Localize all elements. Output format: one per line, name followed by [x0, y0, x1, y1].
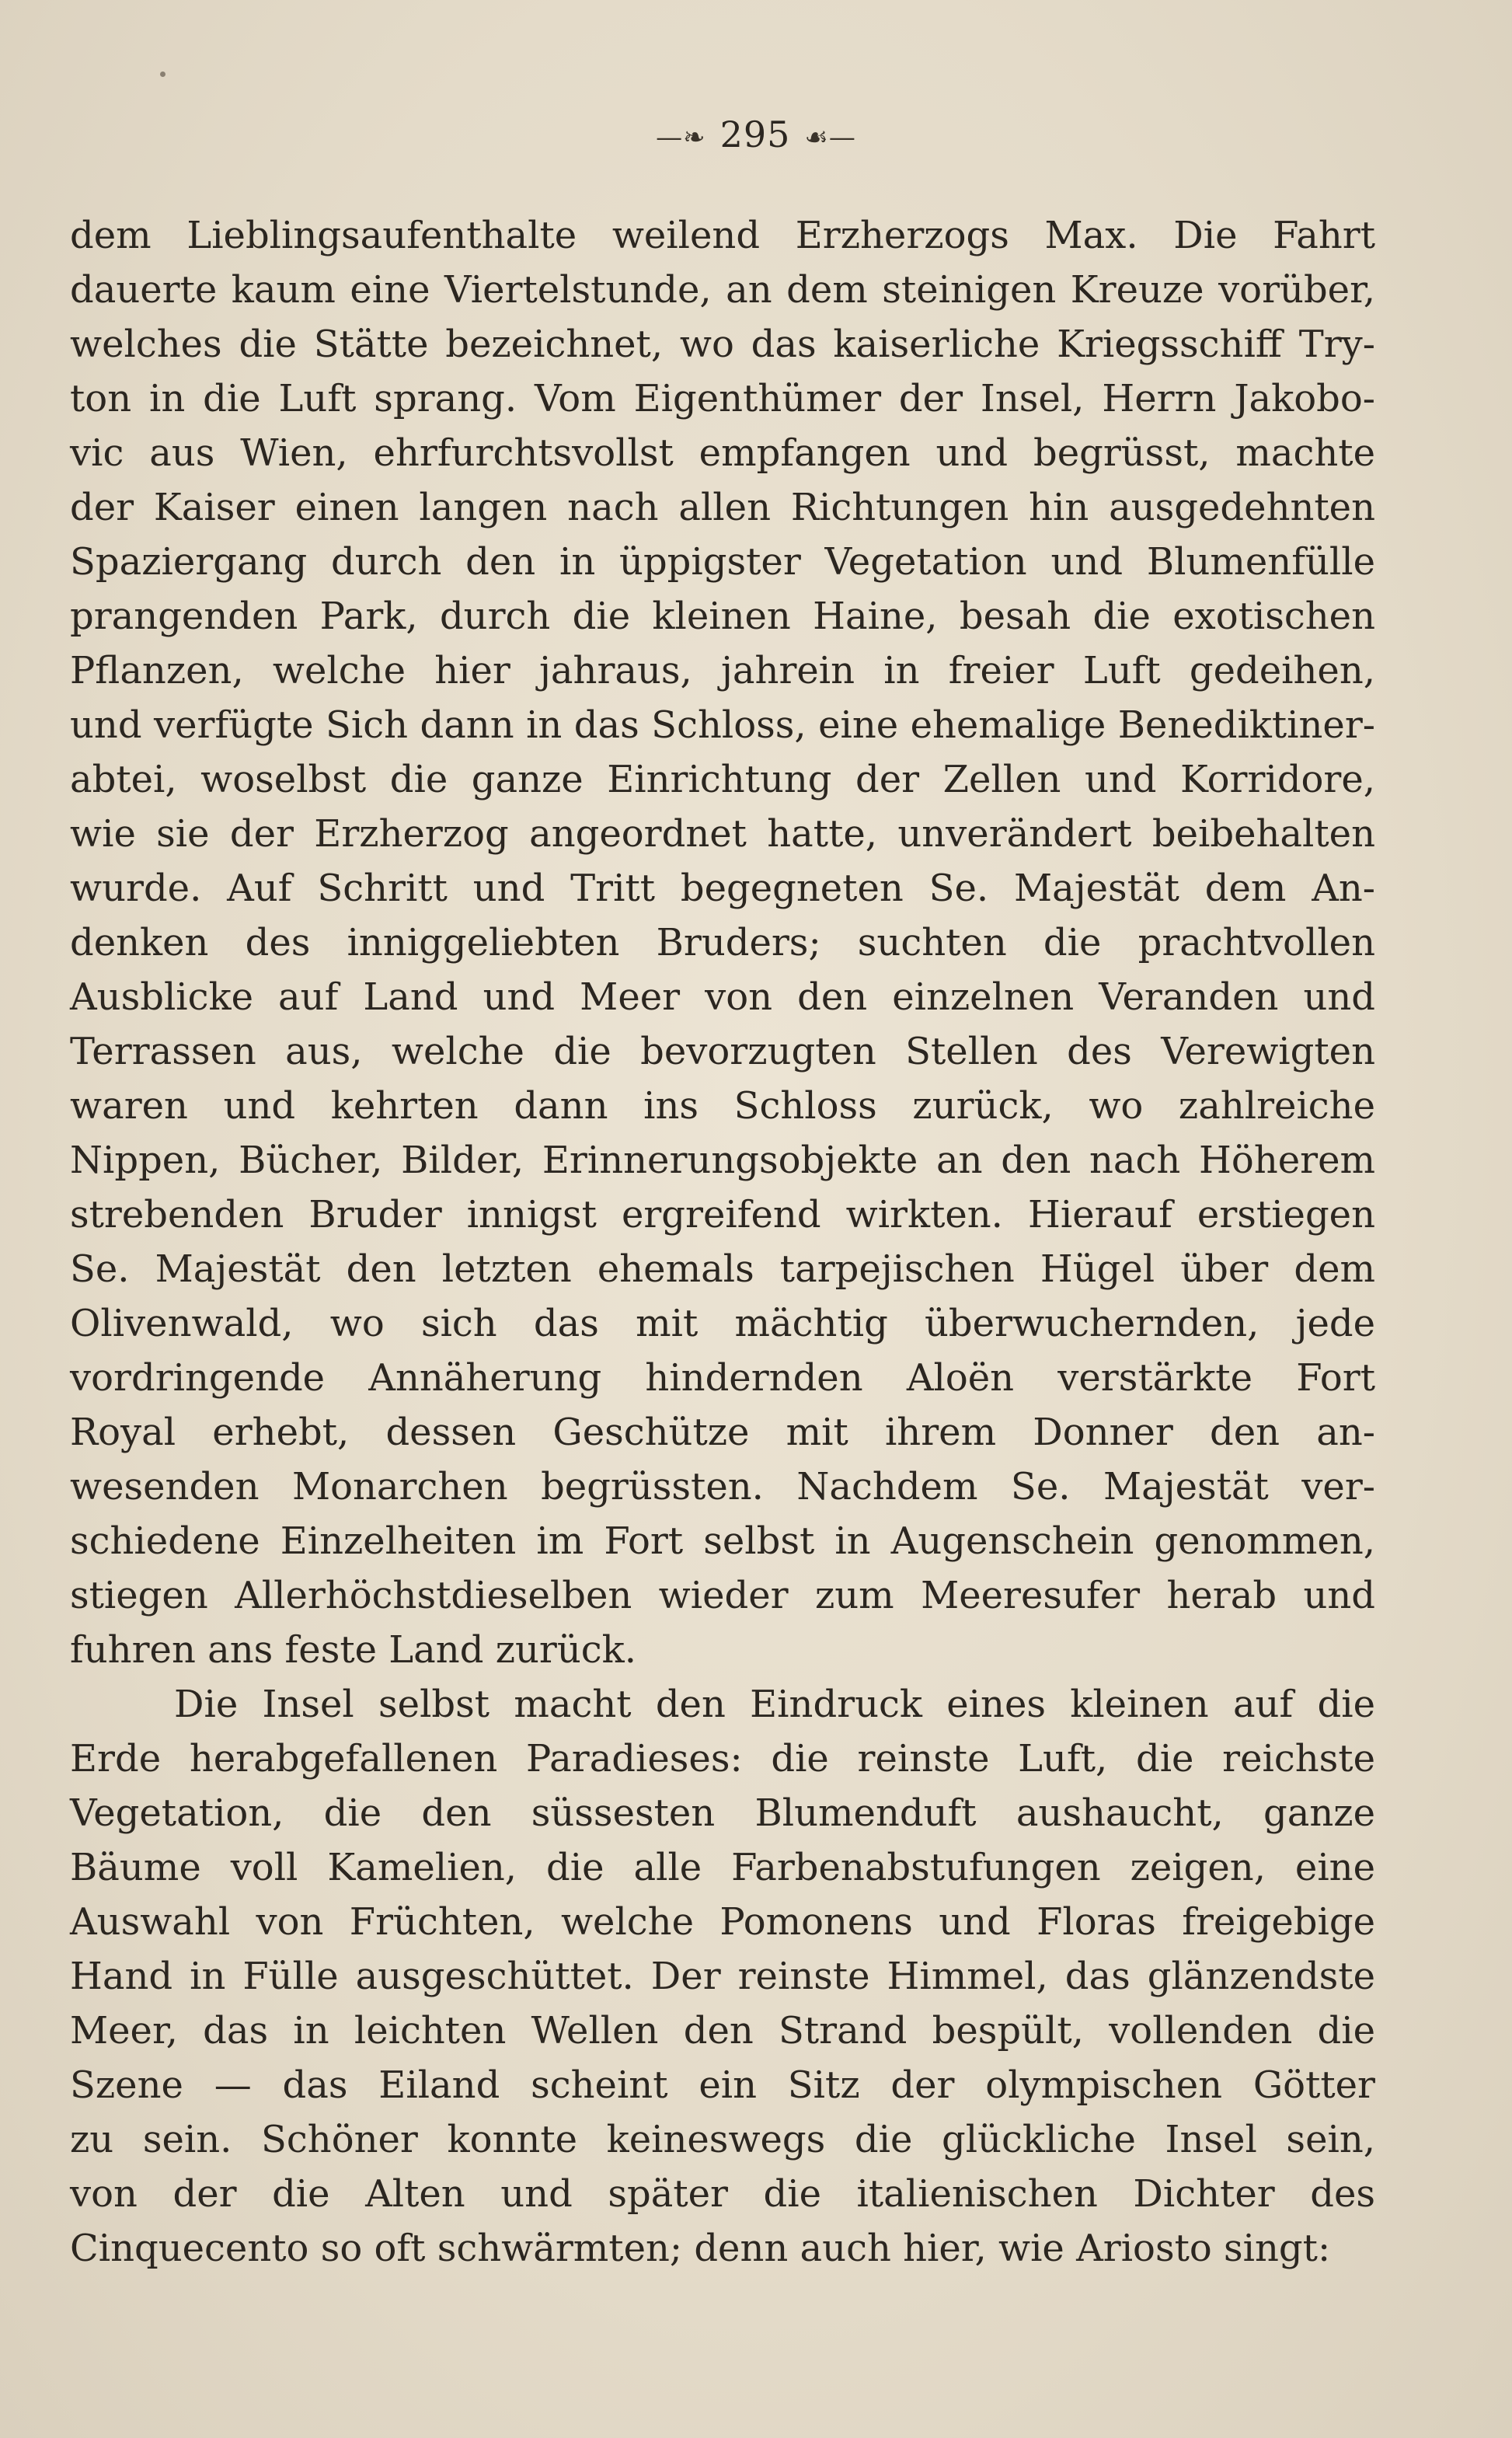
text-line: und verfügte Sich dann in das Schloss, eine ehemalige Benediktiner-: [70, 703, 1375, 747]
page-header: [0, 107, 1512, 165]
text-line: Se. Majestät den letzten ehemals tarpejischen Hügel über dem: [70, 1247, 1375, 1291]
text-line: ton in die Luft sprang. Vom Eigenthümer der Insel, Herrn Jakobo-: [70, 377, 1375, 420]
text-line: Meer, das in leichten Wellen den Strand bespült, vollenden die: [70, 2009, 1375, 2053]
right-ornament: ☙—: [804, 122, 856, 153]
text-line: Hand in Fülle ausgeschüttet. Der reinste Himmel, das glänzendste: [70, 1955, 1375, 1998]
text-line: strebenden Bruder innigst ergreifend wirkten. Hierauf erstiegen: [70, 1193, 1375, 1236]
text-line: Terrassen aus, welche die bevorzugten Stellen des Verewigten: [70, 1030, 1375, 1073]
text-line: vic aus Wien, ehrfurchtsvollst empfangen und begrüsst, machte: [70, 431, 1375, 475]
text-line: Nippen, Bücher, Bilder, Erinnerungsobjekte an den nach Höherem: [70, 1139, 1375, 1182]
text-line: Szene — das Eiland scheint ein Sitz der olympischen Götter: [70, 2063, 1375, 2107]
text-line: prangenden Park, durch die kleinen Haine, besah die exotischen: [70, 595, 1375, 638]
body-text: [70, 208, 1375, 2276]
text-line: abtei, woselbst die ganze Einrichtung der Zellen und Korridore,: [70, 758, 1375, 801]
text-line: Bäume voll Kamelien, die alle Farbenabstufungen zeigen, eine: [70, 1846, 1375, 1889]
text-line: Erde herabgefallenen Paradieses: die reinste Luft, die reichste: [70, 1737, 1375, 1781]
paragraph: [70, 1677, 1375, 2276]
text-line: fuhren ans feste Land zurück.: [70, 1628, 636, 1672]
text-line: denken des inniggeliebten Bruders; suchten die prachtvollen: [70, 921, 1375, 964]
text-line: dauerte kaum eine Viertelstunde, an dem steinigen Kreuze vorüber,: [70, 268, 1375, 312]
text-line: Spaziergang durch den in üppigster Vegetation und Blumenfülle: [70, 540, 1375, 584]
paragraph: [70, 208, 1375, 1677]
text-line: zu sein. Schöner konnte keineswegs die glückliche Insel sein,: [70, 2118, 1375, 2161]
text-line: Olivenwald, wo sich das mit mächtig überwuchernden, jede: [70, 1302, 1375, 1345]
text-line: wie sie der Erzherzog angeordnet hatte, unverändert beibehalten: [70, 812, 1375, 856]
text-line: vordringende Annäherung hindernden Aloën verstärkte Fort: [70, 1356, 1375, 1400]
text-line: dem Lieblingsaufenthalte weilend Erzherzogs Max. Die Fahrt: [70, 214, 1375, 257]
page-number: 295: [719, 113, 791, 155]
text-line: waren und kehrten dann ins Schloss zurück, wo zahlreiche: [70, 1084, 1375, 1128]
text-line: welches die Stätte bezeichnet, wo das kaiserliche Kriegsschiff Try-: [70, 323, 1375, 366]
text-line: Royal erhebt, dessen Geschütze mit ihrem Donner den an-: [70, 1411, 1375, 1454]
text-line: der Kaiser einen langen nach allen Richtungen hin ausgedehnten: [70, 486, 1375, 529]
text-line: Ausblicke auf Land und Meer von den einzelnen Veranden und: [70, 975, 1375, 1019]
text-line: Vegetation, die den süssesten Blumenduft aushaucht, ganze: [70, 1791, 1375, 1835]
text-line: wurde. Auf Schritt und Tritt begegneten Se. Majestät dem An-: [70, 867, 1375, 910]
text-line: Cinquecento so oft schwärmten; denn auch hier, wie Ariosto singt:: [70, 2227, 1331, 2270]
text-line: Auswahl von Früchten, welche Pomonens und Floras freigebige: [70, 1900, 1375, 1944]
text-line: schiedene Einzelheiten im Fort selbst in Augenschein genommen,: [70, 1519, 1375, 1563]
left-ornament: —❧: [656, 122, 706, 153]
text-line: von der die Alten und später die italienischen Dichter des: [70, 2172, 1375, 2216]
paper-speck: [160, 72, 165, 77]
text-line: stiegen Allerhöchstdieselben wieder zum Meeresufer herab und: [70, 1574, 1375, 1617]
text-line: Die Insel selbst macht den Eindruck eines kleinen auf die: [174, 1683, 1375, 1726]
text-line: wesenden Monarchen begrüssten. Nachdem Se. Majestät ver-: [70, 1465, 1375, 1508]
text-line: Pflanzen, welche hier jahraus, jahrein in freier Luft gedeihen,: [70, 649, 1375, 692]
